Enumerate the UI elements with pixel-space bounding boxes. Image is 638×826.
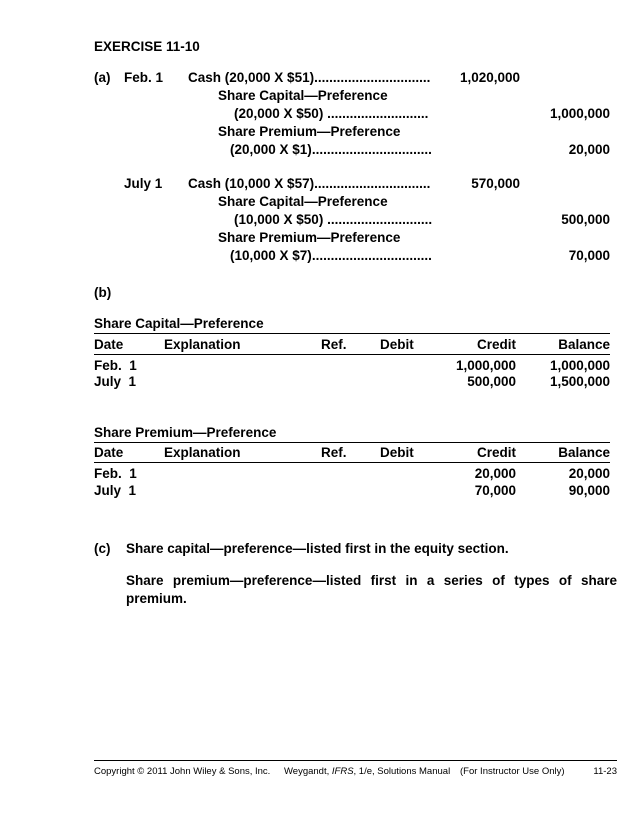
col-header-debit: Debit [380, 337, 414, 352]
part-c-line-2b: premium. [126, 591, 187, 606]
entry-line: (10,000 X $50) ............................ [234, 212, 433, 227]
footer-page-number: 11-23 [593, 766, 617, 777]
row-balance: 1,500,000 [549, 374, 610, 389]
row-date: July 1 [94, 374, 137, 389]
header-rule-bottom [94, 354, 610, 355]
col-header-ref: Ref. [321, 337, 347, 352]
header-rule-top [94, 442, 610, 443]
header-rule-top [94, 333, 610, 334]
entry-line: (20,000 X $1)................................ [230, 142, 432, 157]
entry-line: (20,000 X $50) ........................... [234, 106, 429, 121]
footer-copyright: Copyright © 2011 John Wiley & Sons, Inc. [94, 766, 271, 777]
row-date: Feb. 1 [94, 466, 137, 481]
row-credit: 70,000 [474, 483, 516, 498]
entry-credit: 20,000 [568, 142, 610, 157]
footer-rule [94, 760, 617, 761]
part-a-label: (a) [94, 70, 111, 85]
row-date: July 1 [94, 483, 137, 498]
part-c-label: (c) [94, 541, 111, 556]
col-header-credit: Credit [476, 337, 516, 352]
account-title: Share Premium—Preference [94, 425, 277, 440]
col-header-explanation: Explanation [164, 337, 241, 352]
col-header-debit: Debit [380, 445, 414, 460]
entry-credit: 1,000,000 [549, 106, 610, 121]
header-rule-bottom [94, 462, 610, 463]
entry-line: Share Capital—Preference [218, 194, 388, 209]
account-title: Share Capital—Preference [94, 316, 264, 331]
row-balance: 1,000,000 [549, 358, 610, 373]
entry-date: July 1 [124, 176, 163, 191]
entry-line: Share Premium—Preference [218, 124, 401, 139]
col-header-date: Date [94, 337, 124, 352]
col-header-balance: Balance [558, 445, 610, 460]
entry-debit: 1,020,000 [459, 70, 520, 85]
part-c-line-1: Share capital—preference—listed first in the equity section. [126, 541, 509, 556]
row-credit: 1,000,000 [455, 358, 516, 373]
footer-usage-note: (For Instructor Use Only) [460, 766, 565, 777]
col-header-ref: Ref. [321, 445, 347, 460]
col-header-explanation: Explanation [164, 445, 241, 460]
entry-line: Share Capital—Preference [218, 88, 388, 103]
entry-date: Feb. 1 [124, 70, 164, 85]
row-credit: 500,000 [467, 374, 516, 389]
part-b-label: (b) [94, 285, 112, 300]
exercise-title: EXERCISE 11-10 [94, 39, 200, 54]
col-header-balance: Balance [558, 337, 610, 352]
entry-debit: 570,000 [471, 176, 520, 191]
part-c-line-2a: Share premium—preference—listed first in a series of types of share [126, 573, 617, 588]
row-balance: 90,000 [568, 483, 610, 498]
col-header-date: Date [94, 445, 124, 460]
footer-book: Weygandt, IFRS, 1/e, Solutions Manual [284, 766, 451, 777]
entry-credit: 70,000 [568, 248, 610, 263]
row-credit: 20,000 [474, 466, 516, 481]
entry-line: (10,000 X $7)................................ [230, 248, 432, 263]
col-header-credit: Credit [476, 445, 516, 460]
entry-credit: 500,000 [561, 212, 610, 227]
entry-line: Cash (20,000 X $51)............................... [188, 70, 431, 85]
entry-line: Cash (10,000 X $57)............................... [188, 176, 431, 191]
entry-line: Share Premium—Preference [218, 230, 401, 245]
row-date: Feb. 1 [94, 358, 137, 373]
row-balance: 20,000 [568, 466, 610, 481]
